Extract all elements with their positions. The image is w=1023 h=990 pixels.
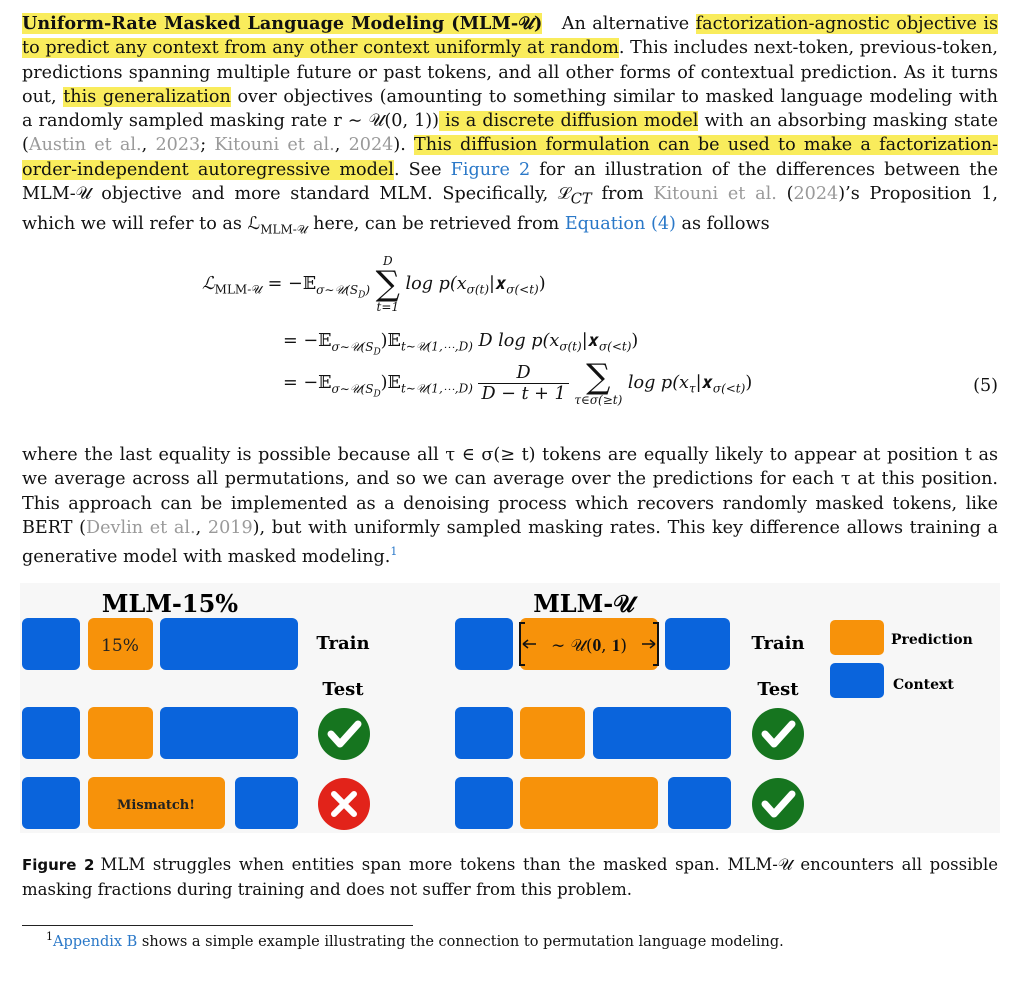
sum-lower-limit: t=1 [376, 300, 400, 314]
subscript: τ [688, 381, 696, 396]
equation-term: |𝒙 [695, 373, 713, 393]
subscript: D [373, 346, 381, 357]
equation-line-3 [283, 357, 753, 407]
cross-icon [318, 778, 370, 830]
context-block [455, 777, 513, 829]
legend-context-label: Context [893, 677, 954, 693]
fraction-denominator: D − t + 1 [481, 383, 566, 404]
context-block [665, 618, 730, 670]
figure-label: Figure 2 [22, 856, 95, 874]
highlight-2: this generalization [63, 86, 231, 107]
context-block [22, 707, 80, 759]
context-block [593, 707, 731, 759]
subscript: t∼𝒰(1,⋯,D) [400, 381, 473, 396]
subscript: t∼𝒰(1,⋯,D) [400, 339, 473, 354]
equation-term: = −𝔼 [267, 274, 317, 294]
footnote-marker-link[interactable]: 1 [390, 545, 398, 559]
train-label: Train [751, 633, 805, 654]
legend-prediction-label: Prediction [891, 632, 973, 648]
subscript: D [358, 289, 366, 300]
left-panel-title: MLM-15% [101, 589, 239, 618]
equation-term: |𝒙 [581, 331, 599, 351]
context-block [668, 777, 731, 829]
paragraph-intro: Uniform-Rate Masked Language Modeling (MLM-𝒰) An alternative factorization-agnostic objective is to predict any context from any other context uniformly at random. This includes next-token, previous-token, predictions spanning multiple future or past tokens, and all other forms of contextual prediction. As it turns out, this generalization over objectives (amounting to something similar to masked language modeling with a randomly sampled masking rate r ∼ 𝒰(0, 1)) is a discrete diffusion model with an absorbing masking state (Austin et al., 2023; Kitouni et al., 2024). This diffusion formulation can be used to make a factorization-order-independent autoregressive model. See Figure 2 for an illustration of the differences between the MLM-𝒰 objective and more standard MLM. Specifically, ℒ$_{CT}$ from Kitouni et al. (2024)’s Proposition 1, which we will refer to as ℒ$_{MLM-𝒰}$ here, can be retrieved from Equation (4) as follows [22, 13, 999, 237]
citation-year-link[interactable]: 2019 [207, 517, 253, 538]
subscript: σ∼𝒰(S [316, 282, 359, 297]
citation-link[interactable]: Devlin et al. [86, 517, 196, 538]
text-span: with an absorbing masking state ( [22, 111, 999, 156]
mismatch-label: Mismatch! [117, 798, 195, 813]
citation-year-link[interactable]: 2024 [348, 135, 394, 156]
subscript: σ(<t) [598, 339, 632, 354]
equation-term: ) [538, 274, 546, 294]
text-span: ; [200, 135, 215, 156]
text-span: ’s Proposition 1, which we will refer to as ℒ [22, 184, 998, 234]
paragraph-explanation: where the last equality is possible because all τ ∈ σ(≥ t) tokens are equally likely to appear at position t as we average across all permutations, and so we can average over the predictions for each τ at this position. This approach can be implemented as a denoising process which recovers randomly masked tokens, like BERT (Devlin et al., 2019), but with uniformly sampled masking rates. This key difference allows training a generative model with masked modeling.$^1$ [22, 445, 998, 568]
equation-term: log p(x [405, 274, 467, 294]
context-block [455, 618, 513, 670]
equation-reference-link[interactable]: Equation (4) [564, 213, 676, 234]
footnote-number: 1 [46, 930, 53, 943]
figure-2 [20, 583, 1000, 833]
sum-lower-limit: τ∈σ(≥t) [574, 393, 623, 407]
highlight-3: is a discrete diffusion model [439, 111, 699, 132]
equation-term: ) [631, 331, 639, 351]
appendix-link[interactable]: Appendix B [53, 933, 138, 950]
citation-year-link[interactable]: 2023 [155, 135, 201, 156]
equation-line-2 [283, 331, 638, 357]
context-block [160, 707, 298, 759]
context-block [160, 618, 298, 670]
text-span: here, can be retrieved from [307, 213, 565, 234]
section-heading: Uniform-Rate Masked Language Modeling (MLM-𝒰) [22, 13, 543, 34]
equation-term: |𝒙 [489, 274, 507, 294]
text-span: from [591, 184, 654, 205]
subscript: σ(t) [559, 339, 582, 354]
prediction-block [88, 707, 153, 759]
check-icon [752, 708, 804, 760]
citation-link[interactable]: Austin et al. [28, 135, 142, 156]
equation-number: (5) [973, 376, 998, 396]
subscript: CT [570, 190, 592, 208]
context-block [22, 618, 80, 670]
subscript: MLM-𝒰 [214, 282, 263, 297]
citation-link[interactable]: Kitouni et al. [653, 184, 777, 205]
subscript: σ(<t) [506, 282, 539, 297]
sum-upper-limit: D [382, 254, 393, 268]
fraction-numerator: D [478, 363, 568, 384]
context-block [22, 777, 80, 829]
legend-prediction-swatch [830, 620, 884, 655]
subscript: σ∼𝒰(S [331, 339, 374, 354]
subscript: σ(<t) [712, 381, 746, 396]
test-label: Test [757, 679, 799, 700]
equation-term: )𝔼 [380, 373, 401, 393]
subscript: σ(t) [466, 282, 490, 297]
train-label: Train [316, 633, 370, 654]
footnote-text: shows a simple example illustrating the connection to permutation language modeling. [137, 933, 784, 950]
summation-symbol: ∑ τ∈σ(≥t) [574, 357, 623, 407]
subscript: MLM-𝒰 [260, 222, 308, 237]
subscript: ) [365, 282, 371, 297]
text-span: for an illustration of the differences between the MLM-𝒰 objective and more standard MLM. Specifically, ℒ [22, 159, 999, 205]
citation-link[interactable]: Kitouni et al. [214, 135, 335, 156]
highlight-1: factorization-agnostic objective is to predict any context from any other context uniformly at random [22, 14, 998, 59]
mask-rate-label: 15% [101, 636, 139, 656]
test-label: Test [322, 679, 364, 700]
text-span: as follows [675, 213, 770, 234]
equation-term: D log p(x [472, 331, 560, 351]
text-span: . This includes next-token, previous-token, predictions spanning multiple future or past tokens, and all other forms of contextual prediction. As it turns out, [22, 38, 998, 107]
caption-text: MLM struggles when entities span more tokens than the masked span. MLM-𝒰 encounters all possible masking fractions during training and does not suffer from this problem. [22, 855, 998, 899]
text-span: ). [393, 135, 415, 156]
summation-symbol: D ∑ t=1 [375, 254, 400, 314]
equation-lhs: ℒ [202, 274, 215, 294]
text-span: . See [393, 159, 451, 180]
text-span: ), but with uniformly sampled masking rates. This key difference allows training a generative model with masked modeling. [22, 517, 998, 568]
footnote-divider [22, 925, 413, 926]
highlight-4: This diffusion formulation can be used to make a factorization-order-independent autoregressive model [22, 135, 998, 180]
fraction [478, 363, 568, 404]
equation-term: log p(x [627, 373, 689, 393]
prediction-block [520, 777, 658, 829]
equation-term: ) [745, 373, 753, 393]
equation-line-1 [202, 255, 546, 313]
figure-caption [22, 853, 998, 901]
context-block [235, 777, 298, 829]
text-span: over objectives (amounting to something similar to masked language modeling with a randomly sampled masking rate r ∼ 𝒰(0, 1)) [22, 86, 998, 132]
uniform-rate-label: ∼ 𝒰(𝟎, 𝟏) [550, 636, 628, 656]
check-icon [752, 778, 804, 830]
right-panel-title: MLM-𝒰 [533, 589, 635, 618]
subscript: σ∼𝒰(S [331, 381, 374, 396]
equation-term: )𝔼 [380, 331, 401, 351]
equation-term: = −𝔼 [283, 331, 332, 351]
footnote [46, 930, 784, 950]
text-span: where the last equality is possible because all τ ∈ σ(≥ t) tokens are equally likely to appear at position t as we average across all permutations, and so we can average over the predictions for each τ at this position. This approach can be implemented as a denoising process which recovers randomly masked tokens, like BERT ( [22, 445, 998, 538]
equation-term: = −𝔼 [283, 373, 332, 393]
text-span: An alternative [561, 14, 696, 34]
figure-reference-link[interactable]: Figure 2 [450, 159, 531, 180]
legend-context-swatch [830, 663, 884, 698]
subscript: D [373, 388, 381, 399]
figure-illustration [20, 583, 1000, 833]
citation-year-link[interactable]: 2024 [793, 184, 839, 205]
prediction-block [520, 707, 585, 759]
check-icon [318, 708, 370, 760]
context-block [455, 707, 513, 759]
